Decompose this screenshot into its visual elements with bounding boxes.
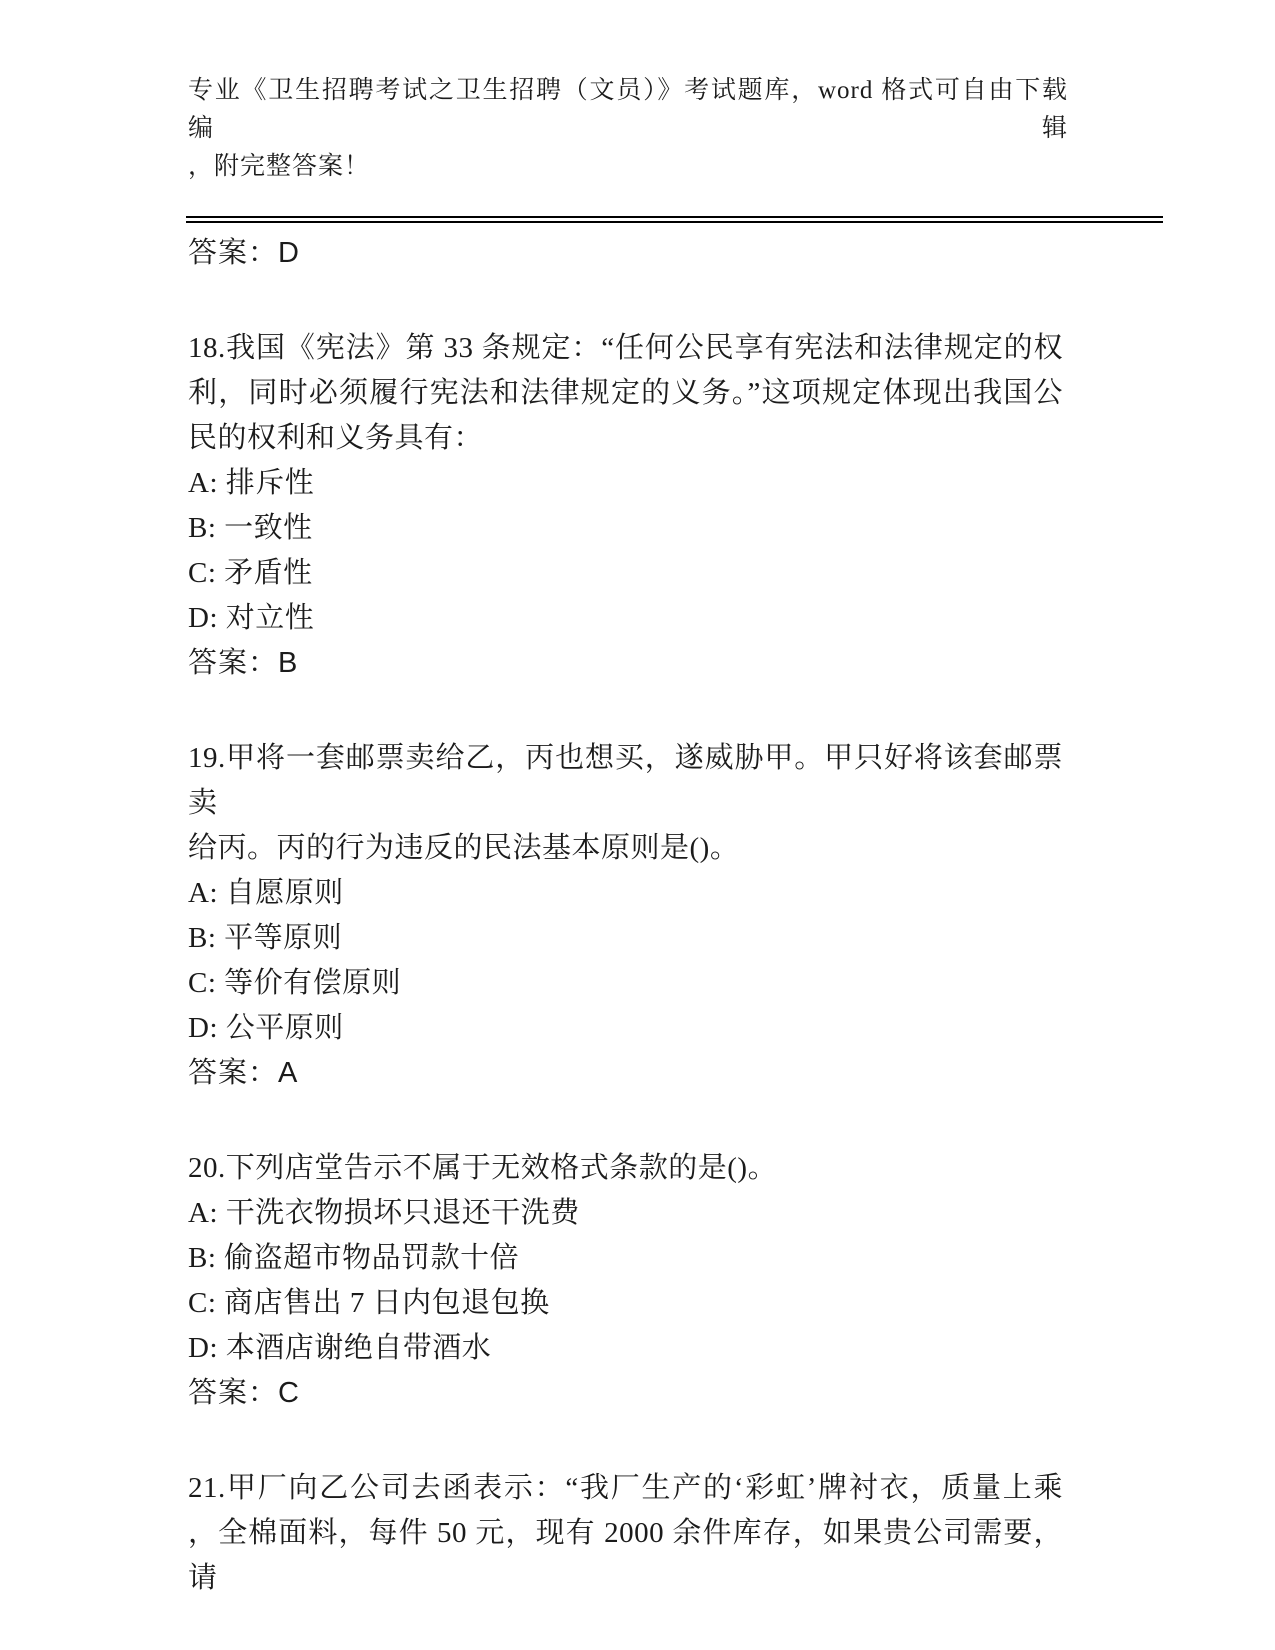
question-20-block xyxy=(188,1146,1063,1416)
question-19-option-b: B: 平等原则 xyxy=(188,922,343,954)
question-19-option-c: C: 等价有偿原则 xyxy=(188,967,402,999)
question-18-answer: 答案：B xyxy=(188,647,299,679)
header-line-1: 专业《卫生招聘考试之卫生招聘（文员）》考试题库，word 格式可自由下载编辑 xyxy=(188,77,1068,142)
question-18-option-b: B: 一致性 xyxy=(188,512,313,544)
question-19-option-a: A: 自愿原则 xyxy=(188,877,344,909)
question-21-stem-line-2: ，全棉面料，每件 50 元，现有 2000 余件库存，如果贵公司需要，请 xyxy=(188,1517,1063,1594)
question-18-stem-line-1: 18.我国《宪法》第 33 条规定：“任何公民享有宪法和法律规定的权 xyxy=(188,332,1063,364)
question-19-answer: 答案：A xyxy=(188,1057,299,1089)
question-18-stem-line-2: 利，同时必须履行宪法和法律规定的义务。”这项规定体现出我国公 xyxy=(188,377,1063,409)
question-18-option-d: D: 对立性 xyxy=(188,602,315,634)
question-18-option-a: A: 排斥性 xyxy=(188,467,315,499)
previous-answer-block xyxy=(188,231,1063,276)
question-20-option-a: A: 干洗衣物损坏只退还干洗费 xyxy=(188,1197,580,1229)
question-20-stem-line-1: 20.下列店堂告示不属于无效格式条款的是()。 xyxy=(188,1152,778,1184)
question-20-answer: 答案：C xyxy=(188,1377,300,1409)
question-20-option-d: D: 本酒店谢绝自带酒水 xyxy=(188,1332,492,1364)
header-divider xyxy=(186,216,1163,223)
document-body xyxy=(188,231,1063,1601)
question-20-option-c: C: 商店售出 7 日内包退包换 xyxy=(188,1287,550,1319)
question-18-stem-line-3: 民的权利和义务具有： xyxy=(188,422,484,454)
question-21-block xyxy=(188,1466,1063,1601)
question-20-option-b: B: 偷盗超市物品罚款十倍 xyxy=(188,1242,520,1274)
question-19-stem-line-2: 给丙。丙的行为违反的民法基本原则是()。 xyxy=(188,832,740,864)
question-18-block xyxy=(188,326,1063,686)
previous-answer-line: 答案：D xyxy=(188,237,300,269)
header-line-2: ，附完整答案！ xyxy=(188,153,371,180)
question-19-option-d: D: 公平原则 xyxy=(188,1012,344,1044)
question-19-block xyxy=(188,736,1063,1096)
question-21-stem-line-1: 21.甲厂向乙公司去函表示：“我厂生产的‘彩虹’牌衬衣，质量上乘 xyxy=(188,1472,1063,1504)
question-18-option-c: C: 矛盾性 xyxy=(188,557,313,589)
question-19-stem-line-1: 19.甲将一套邮票卖给乙，丙也想买，遂威胁甲。甲只好将该套邮票卖 xyxy=(188,742,1063,819)
page-header xyxy=(188,0,1068,186)
